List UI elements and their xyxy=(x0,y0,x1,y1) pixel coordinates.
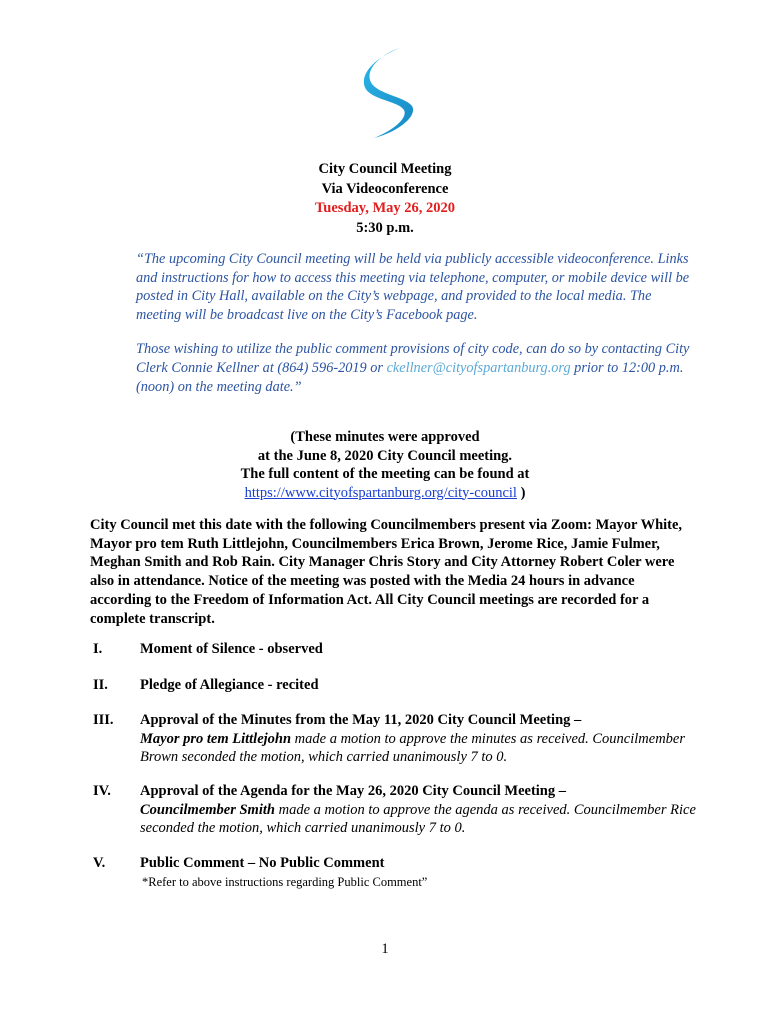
agenda-item-number: V. xyxy=(93,855,106,871)
agenda-item-4 xyxy=(93,782,713,838)
city-council-link[interactable]: https://www.cityofspartanburg.org/city-council xyxy=(244,484,517,501)
meeting-header xyxy=(0,160,770,238)
clerk-email-link[interactable]: ckellner@cityofspartanburg.org xyxy=(386,359,571,376)
motion-mover: Mayor pro tem Littlejohn xyxy=(140,730,292,747)
approval-line-2: at the June 8, 2020 City Council meeting. xyxy=(257,447,513,464)
videoconference-notice xyxy=(136,250,696,412)
agenda-item-2 xyxy=(93,676,713,695)
meeting-title: City Council Meeting xyxy=(318,161,452,177)
agenda-item-5 xyxy=(93,854,713,891)
meeting-date: Tuesday, May 26, 2020 xyxy=(314,200,456,216)
notice-paragraph-2-start: Those wishing to utilize the public comment provisions of city code, can do so by contacting City Clerk Connie Kellner at (864) 596-2019 or xyxy=(136,341,690,376)
agenda-item-3 xyxy=(93,711,713,767)
meeting-format: Via Videoconference xyxy=(321,180,449,197)
agenda-item-title: Moment of Silence - observed xyxy=(140,641,323,657)
agenda-item-number: III. xyxy=(93,712,114,728)
attendance-paragraph: City Council met this date with the following Councilmembers present via Zoom: Mayor White, Mayor pro tem Ruth Littlejohn, Councilmembers Erica Brown, Jerome Rice, Jamie Fulmer, Meghan Smith and Rob Rain. City Manager Chris Story and City Attorney Robert Coler were also in attendance. Notice of the meeting was posted with the Media 24 hours in advance according to the Freedom of Information Act. All City Council meetings are recorded for a complete transcript. xyxy=(90,517,683,627)
agenda-item-number: I. xyxy=(93,641,103,657)
notice-paragraph-2 xyxy=(136,340,696,396)
agenda-item-note: *Refer to above instructions regarding Public Comment” xyxy=(142,874,428,889)
motion-mover: Councilmember Smith xyxy=(140,801,275,818)
approval-line-3: The full content of the meeting can be found at xyxy=(240,466,530,482)
agenda-item-title: Public Comment – No Public Comment xyxy=(140,855,385,871)
agenda-item-number: IV. xyxy=(93,783,111,799)
agenda-item-title: Approval of the Minutes from the May 11, 2020 City Council Meeting – xyxy=(140,712,582,728)
meeting-time: 5:30 p.m. xyxy=(356,219,414,236)
city-logo xyxy=(360,44,424,144)
agenda-item-title: Pledge of Allegiance - recited xyxy=(140,677,319,693)
notice-paragraph-2-end: prior to 12:00 p.m. (noon) on the meeting date.” xyxy=(136,359,684,395)
agenda-item-detail xyxy=(140,730,713,767)
notice-paragraph-1: “The upcoming City Council meeting will be held via publicly accessible videoconference. Links and instructions for how to access this meeting via telephone, computer, or mobile device will be posted in City Hall, available on the City’s webpage, and provided to the local media. The meeting will be broadcast live on the City’s Facebook page. xyxy=(136,251,690,323)
approval-line-1: (These minutes were approved xyxy=(290,429,480,445)
page-number: 1 xyxy=(381,941,389,957)
agenda-item-number: II. xyxy=(93,677,108,693)
approval-note xyxy=(0,428,770,502)
approval-line-4 xyxy=(0,484,770,503)
motion-text: made a motion to approve the agenda as received. Councilmember Rice seconded the motion, which carried unanimously 7 to 0. xyxy=(140,801,696,836)
agenda-item-1 xyxy=(93,640,713,659)
link-suffix: ) xyxy=(516,484,526,501)
agenda-item-detail xyxy=(140,801,713,838)
motion-text: made a motion to approve the minutes as received. Councilmember Brown seconded the motion, which carried unanimously 7 to 0. xyxy=(140,730,686,765)
agenda-item-title: Approval of the Agenda for the May 26, 2020 City Council Meeting – xyxy=(140,783,566,799)
